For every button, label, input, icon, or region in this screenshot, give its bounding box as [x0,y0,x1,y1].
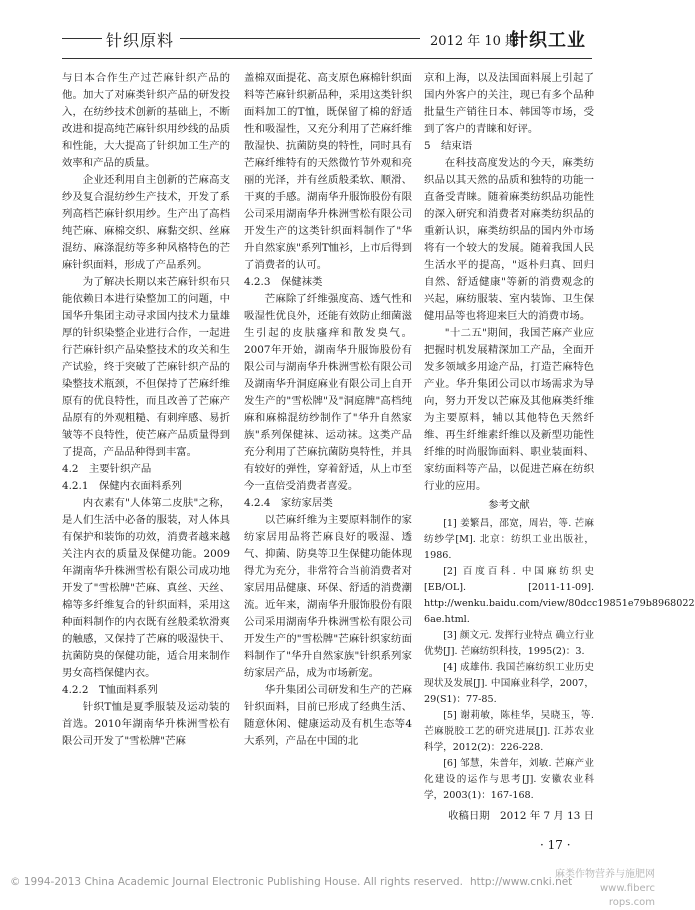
paragraph: 京和上海，以及法国面料展上引起了国内外客户的关注，现已有多个品种批量生产销往日本、韩国等市场，受到了客户的青睐和好评。 [424,72,594,135]
section-heading-4-2: 4.2 主要针织产品 [62,463,152,475]
references-title: 参考文献 [488,499,530,511]
watermark: 麻类作物营养与施肥网 www.fiberc rops.com [555,869,655,908]
header-rule-left [62,38,102,39]
paragraph: 芒麻除了纤维强度高、透气性和吸湿性优良外，还能有效防止细菌滋生引起的皮肤瘙痒和散发臭气。2007年开始，湖南华升服饰股份有限公司与湖南华升株洲雪松有限公司及湖南华升洞庭麻业有限公司上自开发生产的"雪松牌"及"洞庭牌"高档纯麻和麻棉混纺纱制作了"华升自然家族"系列保健袜、运动袜。这类产品充分利用了芒麻抗菌防臭特性，并具有较好的弹性，穿着舒适，从上市至今一直倍受消费者喜爱。 [244,293,412,492]
paragraph: "十二五"期间，我国芒麻产业应把握时机发展精深加工产品，全面开发多领域多用途产品，打造芒麻特色产业。华升集团公司以市场需求为导向，努力开发以芒麻及其他麻类纤维为主要原料，辅以其他特色天然纤维、再生纤维素纤维以及新型功能性纤维的时尚服饰面料、职业装面料、家纺面料等产品，以促进芒麻在纺织行业的应用。 [424,327,594,492]
reference-item: [2] 百度百科. 中国麻纺织史[EB/OL]. [2011-11-09]. http://wenku.baidu.com/view/80dcc19851e79b8968022 6ae.html. [424,566,695,625]
subsection-heading-4-2-1: 4.2.1 保健内衣面料系列 [62,480,182,492]
reference-item: [6] 邹慧，朱普年，刘敏. 芒麻产业化建设的运作与思考[J]. 安徽农业科学，2003(1)：167-168. [424,758,594,801]
paragraph: 华升集团公司研发和生产的芒麻针织面料，目前已形成了经典生活、随意休闲、健康运动及有机生态等4大系列，产品在中国的北 [244,684,412,747]
page-footer [0,866,659,908]
footer-url: http://www.cnki.net [470,876,573,888]
reference-item: [1] 姜繁昌，邵宽，周岩，等. 芒麻纺纱学[M]. 北京：纺织工业出版社，1986. [424,518,594,561]
paragraph: 内衣素有"人体第二皮肤"之称，是人们生活中必备的服装，对人体具有保护和装饰的功效，消费者越来越关注内衣的质量及保健功能。2009年湖南华升株洲雪松有限公司成功地开发了"雪松牌"芒麻、真丝、天丝、棉等多纤维复合的针织面料，采用这种面料制作的内衣既有丝般柔软滑爽的触感，又保持了芒麻的吸湿快干、抗菌防臭的保健功能，适合用来制作男女高档保健内衣。 [62,497,230,679]
reference-item: [4] 成雄伟. 我国芒麻纺织工业历史现状及发展[J]. 中国麻业科学，2007，29(S1)：77-85. [424,662,594,705]
paragraph: 以芒麻纤维为主要原料制作的家纺家居用品将芒麻良好的吸湿、透气、抑菌、防臭等卫生保健功能体现得尤为充分，非常符合当前消费者对家居用品健康、环保、舒适的消费潮流。近年来，湖南华升服饰股份有限公司采用湖南华升株洲雪松有限公司开发生产的"雪松牌"芒麻针织家纺面料制作了"华升自然家族"针织系列家纺家居产品，成为市场新宠。 [244,514,412,679]
header-rule-bottom [62,58,592,59]
paragraph: 企业还利用自主创新的芒麻高支纱及复合混纺纱生产技术，开发了系列高档芒麻针织用纱。生产出了高档纯芒麻、麻棉交织、麻黏交织、丝麻混纺、麻涤混纺等多种风格特色的芒麻针织面料，形成了产品系列。 [62,174,230,271]
subsection-heading-4-2-2: 4.2.2 T恤面料系列 [62,684,158,696]
subsection-heading-4-2-3: 4.2.3 保健袜类 [244,276,323,288]
subsection-heading-4-2-4: 4.2.4 家纺家居类 [244,497,333,509]
issue-number: 2012 年 10 期 [430,34,519,49]
page-number: · 17 · [540,838,571,852]
received-date: 收稿日期 2012 年 7 月 13 日 [448,810,594,822]
column-left [62,70,230,750]
section-heading-5: 5 结束语 [424,140,473,152]
column-middle [244,70,412,750]
paragraph: 为了解决长期以来芒麻针织布只能依赖日本进行染整加工的问题，中国华升集团主动寻求国内技术力量雄厚的针织染整企业进行合作，一起进行芒麻针织产品染整技术的攻关和生产试验，终于突破了芒麻针织产品的染整技术瓶颈，不但保持了芒麻纤维原有的优良特性，而且改善了芒麻产品原有的外观粗糙、有刺痒感、易折皱等不良特性，使芒麻产品质量得到了提高，产品品种得到丰富。 [62,276,230,458]
paragraph: 盖棉双面提花、高支原色麻棉针织面料等芒麻针织新品种，采用这类针织面料加工的T恤，既保留了棉的舒适性和吸湿性，又充分利用了芒麻纤维散湿快、抗菌防臭的特性，同时具有芒麻纤维特有的天然微竹节外观和亮丽的光泽，并有丝质般柔软、顺滑、干爽的手感。湖南华升服饰股份有限公司采用湖南华升株洲雪松有限公司开发生产的这类针织面料制作了"华升自然家族"系列T恤衫，上市后得到了消费者的认可。 [244,72,412,271]
column-right [424,70,695,825]
reference-item: [5] 谢莉敏，陈桂华，吴晓玉，等. 芒麻脱胶工艺的研究进展[J]. 江苏农业科学，2012(2)：226-228. [424,710,594,753]
section-title: 针织原料 [106,31,175,50]
paragraph: 与日本合作生产过芒麻针织产品的他。加大了对麻类针织产品的研发投入，在纺纱技术创新的基础上，不断改进和提高纯芒麻针织用纱线的品质和性能，大大提高了针织加工生产的效率和产品的质量。 [62,72,230,169]
reference-item: [3] 颜文元. 发挥行业特点 确立行业优势[J]. 芒麻纺织科技，1995(2)：3. [424,630,594,657]
paragraph: 在科技高度发达的今天，麻类纺织品以其天然的品质和独特的功能一直备受青睐。随着麻类纺织品功能性的深入研究和消费者对麻类纺织品的重新认识，麻类纺织品的国内外市场将有一个较大的发展。随着我国人民生活水平的提高，"返朴归真、回归自然、舒适健康"等新的消费观念的兴起，麻纺服装、室内装饰、卫生保健用品等也将迎来巨大的消费市场。 [424,157,594,322]
journal-logo: 针织工业 [510,30,586,51]
page-header [0,0,659,62]
header-rule-middle [180,38,420,39]
copyright-notice: © 1994-2013 China Academic Journal Electronic Publishing House. All rights reserved. [10,876,463,888]
paragraph: 针织T恤是夏季服装及运动装的首选。2010年湖南华升株洲雪松有限公司开发了"雪松牌"芒麻 [62,701,230,747]
